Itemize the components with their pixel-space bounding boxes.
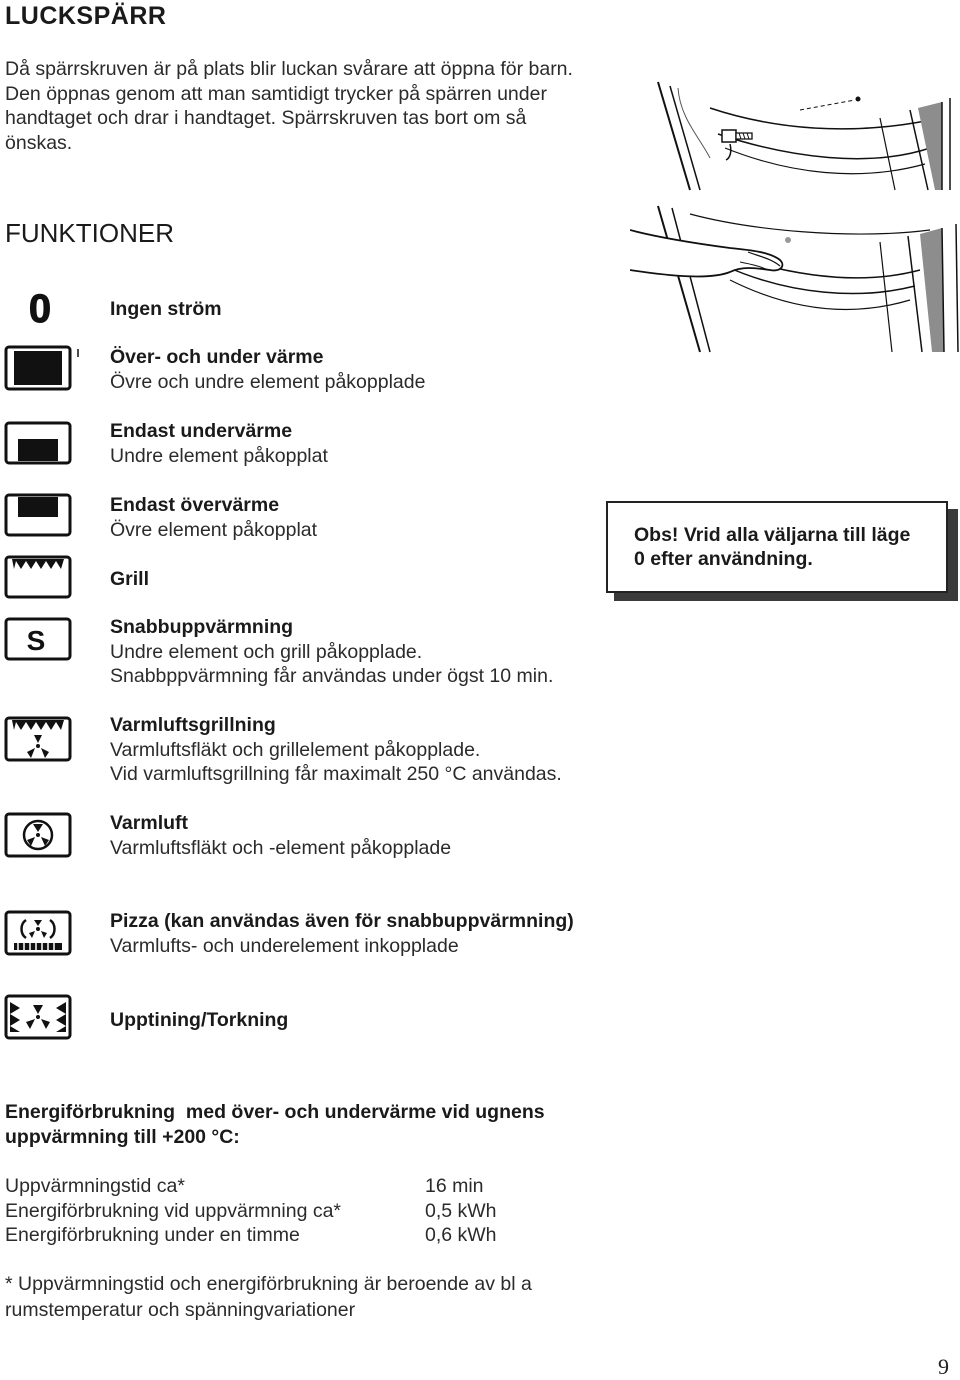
function-title: Ingen ström [110,298,222,320]
function-item [110,615,553,689]
notice-line: 0 efter användning. [634,548,813,570]
function-item [110,345,425,394]
function-item [110,567,149,592]
function-item [110,1008,288,1033]
top-heat-icon [4,493,72,537]
rapid-heat-icon [4,617,72,661]
energy-label: Energiförbrukning under en timme [5,1224,300,1246]
function-title: Över- och under värme [110,346,324,368]
energy-value: 0,6 kWh [425,1224,497,1246]
energy-heading-line: Energiförbrukning med över- och undervärme vid ugnens [5,1101,545,1123]
lock-title: LUCKSPÄRR [5,2,167,30]
function-item [110,419,328,468]
energy-heading-line: uppvärmning till +200 °C: [5,1126,240,1148]
functions-title: FUNKTIONER [5,218,174,248]
lock-description [5,57,605,155]
energy-label: Uppvärmningstid ca* [5,1175,185,1197]
function-description: Snabbppvärmning får användas under ögst 10 min. [110,665,554,687]
table-row [5,1174,497,1199]
notice-box [606,501,948,593]
function-title: Snabbuppvärmning [110,616,294,638]
function-description: Undre element påkopplat [110,444,328,467]
function-description: Övre element påkopplat [110,518,318,541]
function-description: Varmluftsfläkt och grillelement påkopplade. [110,738,481,761]
function-title: Varmluftsgrillning [110,714,276,736]
notice-line: Obs! Vrid alla väljarna till läge [634,524,911,546]
footnote-line: * Uppvärmningstid och energiförbrukning är beroende av bl a [5,1273,532,1295]
lock-line: handtaget och drar i handtaget. Spärrskruven tas bort om så [5,107,527,129]
energy-label: Energiförbrukning vid uppvärmning ca* [5,1199,342,1222]
function-item [110,297,222,322]
svg-text:0: 0 [28,288,52,328]
pizza-icon [4,910,72,956]
energy-table [5,1174,497,1248]
footnote-line: rumstemperatur och spänningvariationer [5,1298,356,1321]
defrost-icon [4,994,72,1040]
function-title: Endast övervärme [110,494,280,516]
function-item [110,713,562,787]
function-description: Undre element och grill påkopplade. [110,640,423,663]
grill-icon [4,555,72,599]
function-description: Vid varmluftsgrillning får maximalt 250 °C användas. [110,763,562,785]
table-row [5,1223,497,1248]
function-description: Övre och undre element påkopplade [110,370,426,393]
fan-grill-icon [4,716,72,762]
function-title: Grill [110,568,150,590]
page-number: 9 [938,1354,949,1379]
lock-line: Den öppnas genom att man samtidigt trycker på spärren under [5,82,547,105]
lock-line: önskas. [5,131,73,154]
hand-opening-door-illustration [630,200,960,355]
svg-text:S: S [26,625,46,656]
energy-value: 0,5 kWh [425,1199,497,1222]
function-description: Varmlufts- och underelement inkopplade [110,934,459,957]
top-bottom-heat-icon [4,345,80,391]
bottom-heat-icon [4,421,72,465]
function-title: Endast undervärme [110,420,293,442]
function-title: Pizza (kan användas även för snabbuppvärmning) [110,910,574,932]
fan-icon [4,812,72,858]
function-title: Upptining/Torkning [110,1009,289,1031]
notice-text [634,523,944,571]
energy-heading [5,1100,705,1150]
function-title: Varmluft [110,812,189,834]
zero-symbol-icon [22,288,58,328]
function-item [110,493,317,542]
lock-line: Då spärrskruven är på plats blir luckan svårare att öppna för barn. [5,58,573,80]
door-lock-screw-illustration [650,78,960,193]
function-item [110,811,451,860]
table-row [5,1199,497,1224]
energy-footnote [5,1272,705,1323]
function-item [110,909,574,958]
function-description: Varmluftsfläkt och -element påkopplade [110,836,452,859]
energy-value: 16 min [425,1175,484,1197]
